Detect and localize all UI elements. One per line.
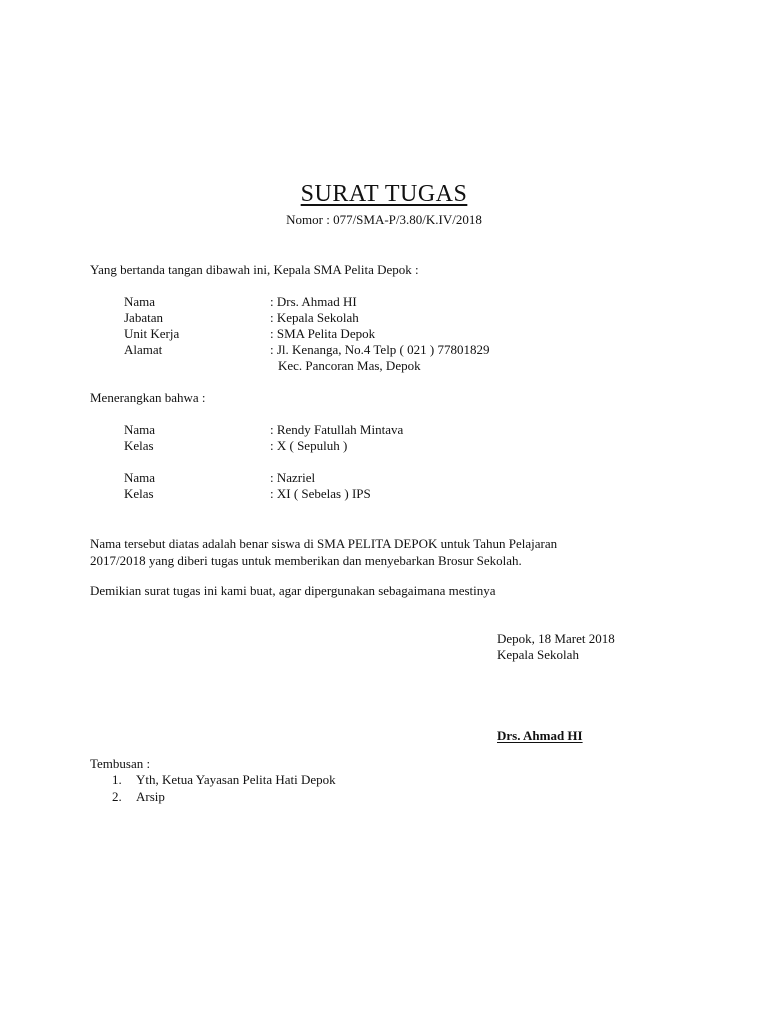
signature-place-date: Depok, 18 Maret 2018 (497, 631, 615, 646)
body-line-1: Nama tersebut diatas adalah benar siswa di SMA PELITA DEPOK untuk Tahun Pelajaran (90, 536, 558, 551)
body-line-2: 2017/2018 yang diberi tugas untuk memberikan dan menyebarkan Brosur Sekolah. (90, 553, 522, 568)
field-value: : XI ( Sebelas ) IPS (270, 486, 371, 501)
field-label: Kelas (124, 486, 154, 501)
list-item-number: 2. (112, 789, 122, 804)
list-item-text: Arsip (136, 789, 165, 804)
letter-title: SURAT TUGAS (300, 181, 468, 207)
menerangkan-text: Menerangkan bahwa : (90, 390, 206, 405)
signer-address-line2: Kec. Pancoran Mas, Depok (278, 358, 421, 373)
signature-name: Drs. Ahmad HI (497, 728, 583, 743)
closing-text: Demikian surat tugas ini kami buat, agar dipergunakan sebagaimana mestinya (90, 583, 496, 598)
field-label: Jabatan (124, 310, 163, 325)
body-paragraph (90, 535, 650, 569)
field-value: : Nazriel (270, 470, 316, 485)
list-item-text: Yth, Ketua Yayasan Pelita Hati Depok (136, 772, 336, 787)
field-label: Nama (124, 294, 156, 309)
field-value: : Kepala Sekolah (270, 310, 359, 325)
field-label: Alamat (124, 342, 163, 357)
signature-position: Kepala Sekolah (497, 647, 579, 662)
field-value: : Drs. Ahmad HI (270, 294, 357, 309)
intro-text: Yang bertanda tangan dibawah ini, Kepala SMA Pelita Depok : (90, 262, 419, 277)
list-item-number: 1. (112, 772, 122, 787)
tembusan-label: Tembusan : (90, 756, 151, 771)
field-value: : Rendy Fatullah Mintava (270, 422, 404, 437)
field-value: : X ( Sepuluh ) (270, 438, 348, 453)
field-value: : SMA Pelita Depok (270, 326, 376, 341)
letter-number: Nomor : 077/SMA-P/3.80/K.IV/2018 (286, 212, 482, 227)
field-label: Nama (124, 470, 156, 485)
field-value: : Jl. Kenanga, No.4 Telp ( 021 ) 77801829 (270, 342, 490, 357)
field-label: Nama (124, 422, 156, 437)
field-label: Kelas (124, 438, 154, 453)
field-label: Unit Kerja (124, 326, 180, 341)
